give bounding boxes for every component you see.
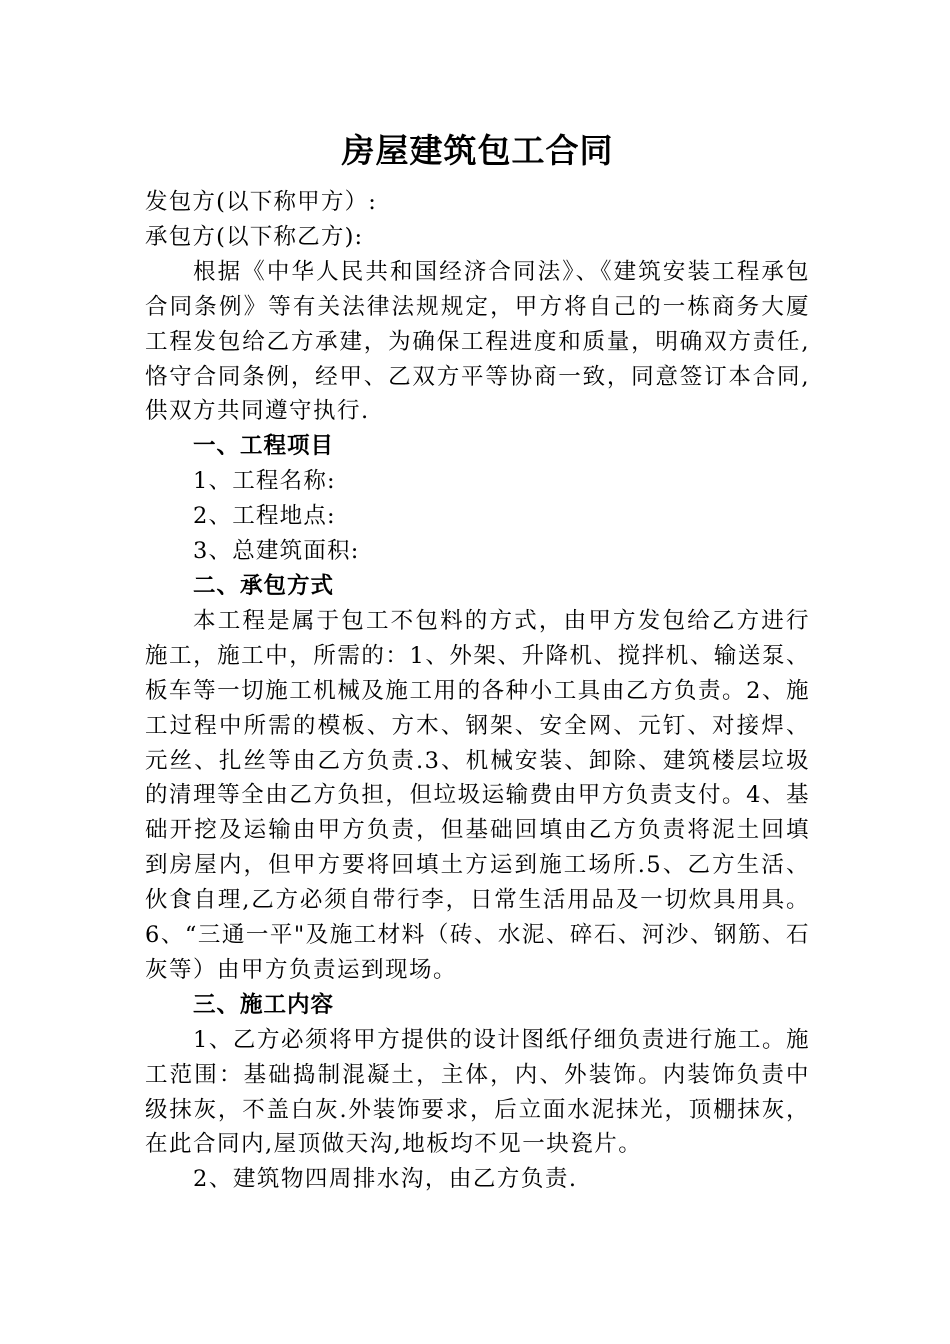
section-2-heading: 二、承包方式 bbox=[193, 572, 335, 599]
project-location-item: 2、工程地点: bbox=[193, 503, 336, 530]
project-name-item: 1、工程名称: bbox=[193, 468, 336, 495]
intro-paragraph: 根据《中华人民共和国经济合同法》、《建筑安装工程承包合同条例》等有关法律法规规定，甲方将自己的一栋商务大厦工程发包给乙方承建，为确保工程进度和质量，明确双方责任,恪守合同条例，经甲、乙双方平等协商一致，同意签订本合同,供双方共同遵守执行. bbox=[145, 258, 810, 425]
document-title: 房屋建筑包工合同 bbox=[341, 131, 614, 170]
party-a-line: 发包方(以下称甲方）: bbox=[145, 189, 378, 215]
project-area-item: 3、总建筑面积: bbox=[193, 538, 360, 565]
section-3-item-2: 2、建筑物四周排水沟，由乙方负责. bbox=[193, 1166, 578, 1193]
section-1-heading: 一、工程项目 bbox=[193, 433, 335, 460]
section-3-item-1: 1、乙方必须将甲方提供的设计图纸仔细负责进行施工。施工范围：基础捣制混凝土，主体，内、外装饰。内装饰负责中级抹灰，不盖白灰.外装饰要求，后立面水泥抹光，顶棚抹灰，在此合同内,屋顶做天沟,地板均不见一块瓷片。 bbox=[145, 1026, 810, 1158]
document-page bbox=[145, 125, 810, 1197]
party-b-line: 承包方(以下称乙方): bbox=[145, 223, 364, 250]
section-3-heading: 三、施工内容 bbox=[193, 991, 335, 1018]
section-2-paragraph: 本工程是属于包工不包料的方式，由甲方发包给乙方进行施工，施工中，所需的：1、外架、升降机、搅拌机、输送泵、板车等一切施工机械及施工用的各种小工具由乙方负责。2、施工过程中所需的模板、方木、钢架、安全网、元钉、对接焊、元丝、扎丝等由乙方负责.3、机械安装、卸除、建筑楼层垃圾的清理等全由乙方负担，但垃圾运输费由甲方负责支付。4、基础开挖及运输由甲方负责，但基础回填由乙方负责将泥土回填到房屋内，但甲方要将回填土方运到施工场所.5、乙方生活、伙食自理,乙方必须自带行李，日常生活用品及一切炊具用具。6、“三通一平"及施工材料（砖、水泥、碎石、河沙、钢筋、石灰等）由甲方负责运到现场。 bbox=[145, 607, 810, 983]
